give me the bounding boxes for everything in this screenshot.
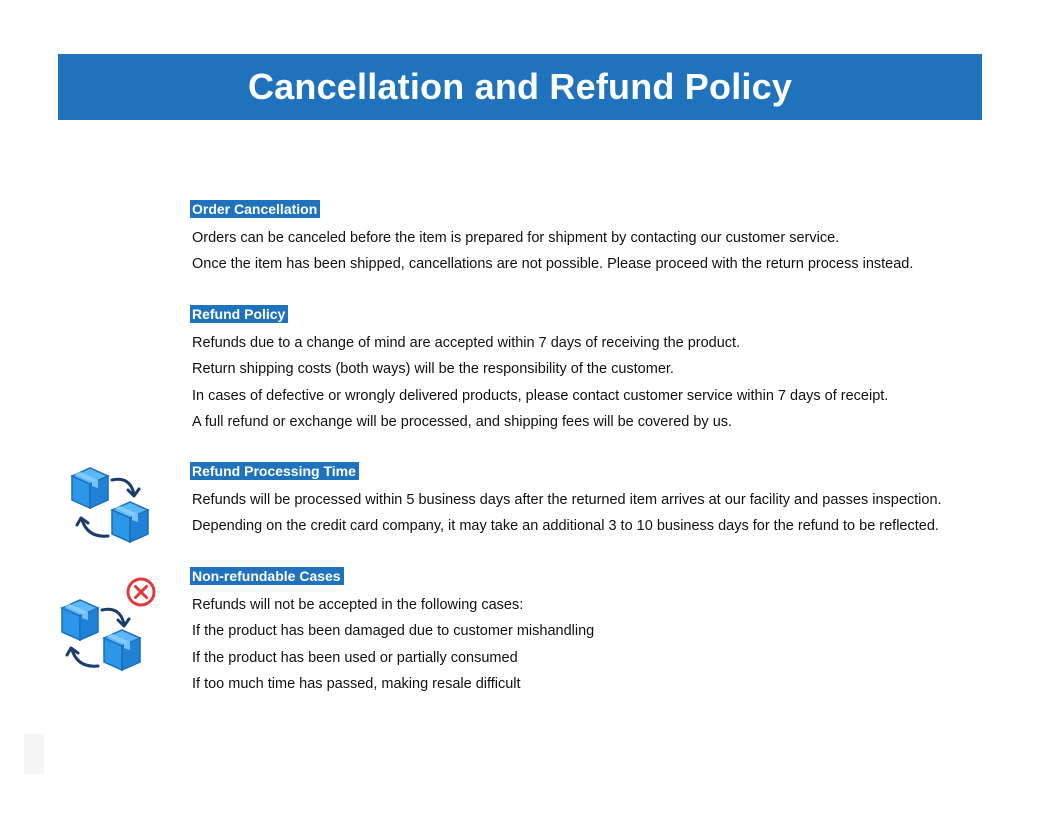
policy-line: Refunds will be processed within 5 business days after the returned item arrives at our facility and passes inspection. [192,492,942,508]
policy-line: Once the item has been shipped, cancellations are not possible. Please proceed with the return process instead. [192,256,914,273]
section-heading: Refund Policy [190,305,288,323]
no-return-icon [50,574,162,684]
policy-line: Depending on the credit card company, it may take an additional 3 to 10 business days for the refund to be reflected. [192,518,939,535]
box-icon [112,502,148,542]
section-heading: Refund Processing Time [190,462,359,480]
policy-line: In cases of defective or wrongly delivered products, please contact customer service within 7 days of receipt. [192,387,889,404]
section-order-cancellation [190,200,990,278]
section-refund-policy [190,305,990,435]
section-lines [192,225,990,278]
page-title: Cancellation and Refund Policy [247,66,793,107]
close-icon [128,579,154,605]
section-heading: Non-refundable Cases [190,567,344,585]
box-icon [104,630,140,670]
section-refund-processing-time [190,462,990,540]
box-icon [72,468,108,508]
policy-line: If the product has been damaged due to customer mishandling [192,623,595,640]
decorative-mark [24,734,44,774]
policy-line: If too much time has passed, making resale difficult [192,675,521,692]
policy-line: If the product has been used or partially consumed [192,649,518,666]
policy-line: A full refund or exchange will be processed, and shipping fees will be covered by us. [192,413,733,430]
policy-line: Return shipping costs (both ways) will be the responsibility of the customer. [192,361,674,378]
section-lines [192,487,990,540]
policy-line: Refunds will not be accepted in the following cases: [192,597,524,613]
section-non-refundable-cases [190,567,990,697]
section-heading: Order Cancellation [190,200,320,218]
box-icon [62,600,98,640]
section-lines [192,330,990,435]
policy-line: Refunds due to a change of mind are accepted within 7 days of receiving the product. [192,335,741,351]
title-banner [58,54,982,120]
section-lines [192,592,990,697]
policy-line: Orders can be canceled before the item is prepared for shipment by contacting our customer service. [192,230,840,246]
box-exchange-icon [62,458,164,556]
